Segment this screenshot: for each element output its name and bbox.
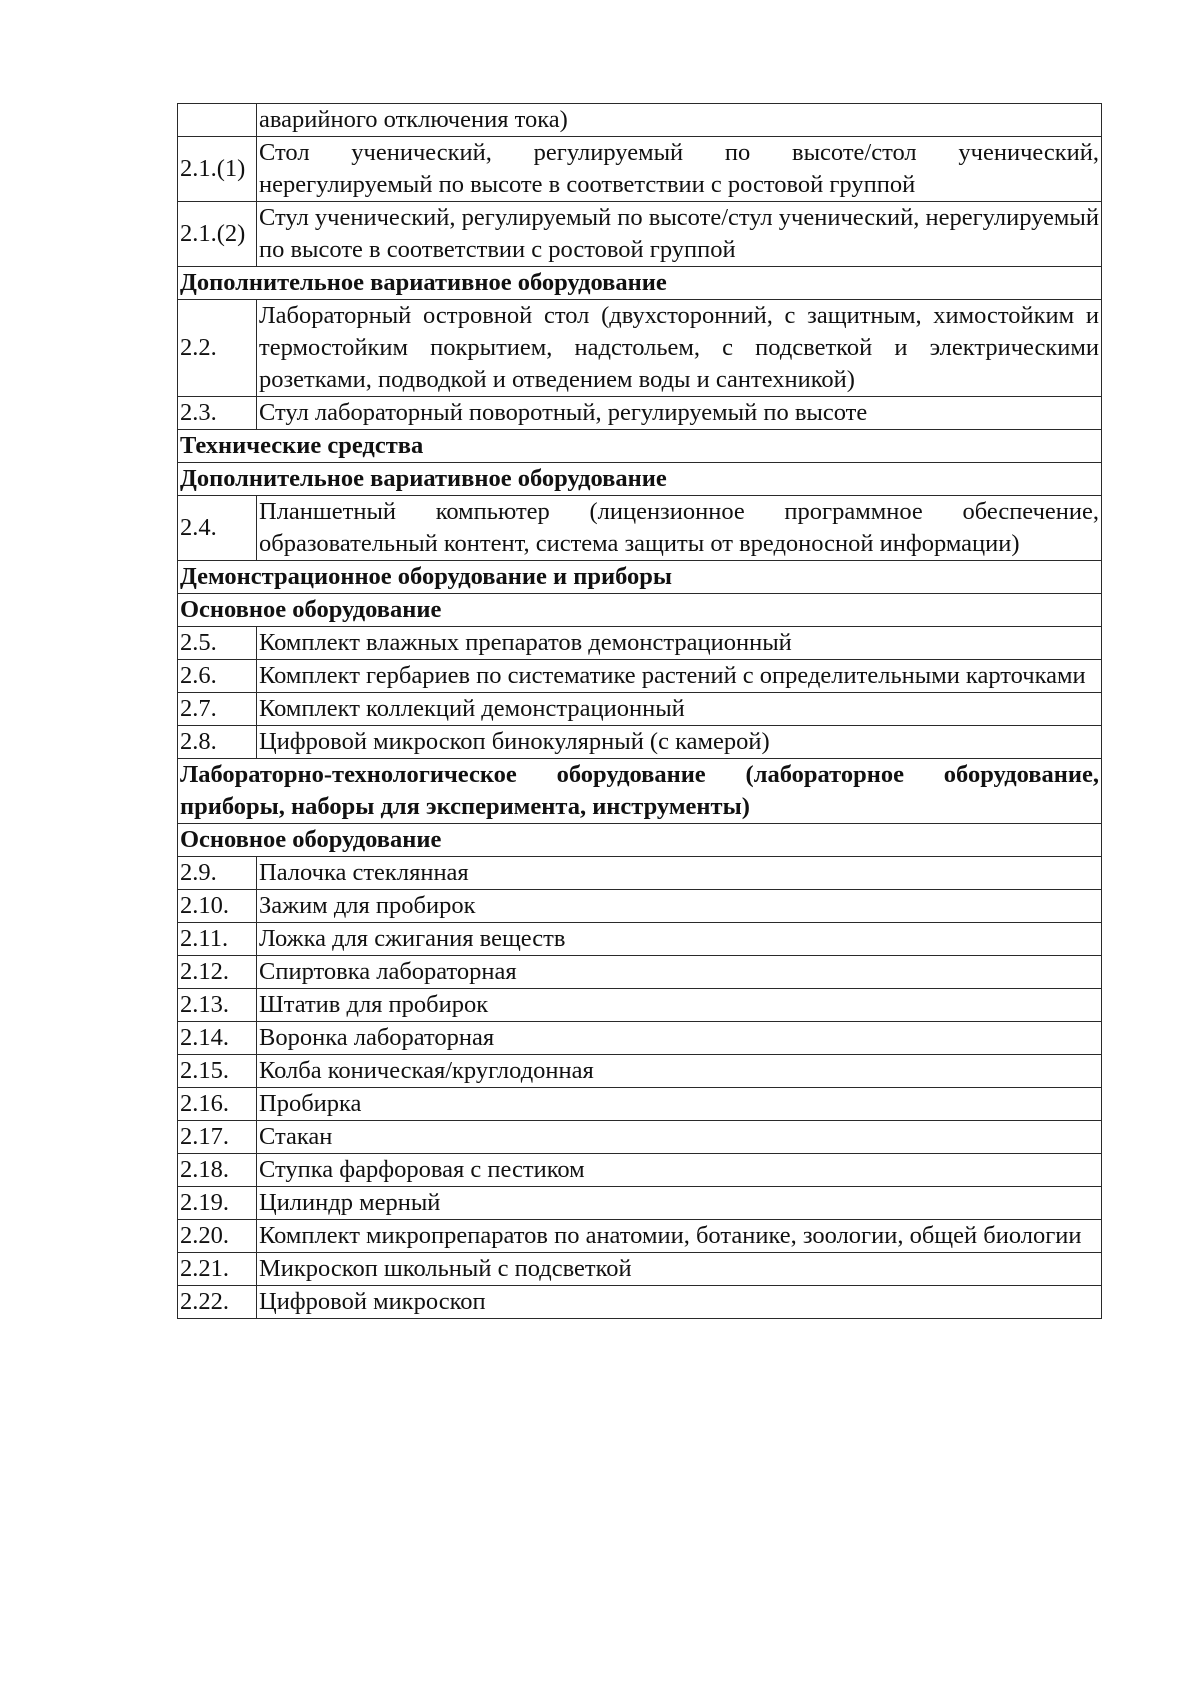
item-number: 2.19. <box>178 1187 257 1220</box>
item-number: 2.20. <box>178 1220 257 1253</box>
section-header-row <box>178 430 1102 463</box>
table-row <box>178 660 1102 693</box>
item-description: Стакан <box>257 1121 1102 1154</box>
section-header-row <box>178 561 1102 594</box>
table-row <box>178 300 1102 397</box>
item-number: 2.12. <box>178 956 257 989</box>
section-header-row <box>178 594 1102 627</box>
table-row <box>178 1022 1102 1055</box>
table-row <box>178 989 1102 1022</box>
item-description: Колба коническая/круглодонная <box>257 1055 1102 1088</box>
item-number: 2.21. <box>178 1253 257 1286</box>
table-row <box>178 1187 1102 1220</box>
table-row <box>178 1286 1102 1319</box>
item-number: 2.17. <box>178 1121 257 1154</box>
table-row <box>178 857 1102 890</box>
item-description: Комплект микропрепаратов по анатомии, ботанике, зоологии, общей биологии <box>257 1220 1102 1253</box>
table-row <box>178 1055 1102 1088</box>
table-row <box>178 693 1102 726</box>
section-header-row <box>178 759 1102 824</box>
table-row <box>178 202 1102 267</box>
table-row <box>178 890 1102 923</box>
item-description: Стул лабораторный поворотный, регулируемый по высоте <box>257 397 1102 430</box>
item-description: Пробирка <box>257 1088 1102 1121</box>
section-title: Основное оборудование <box>178 824 1102 857</box>
item-description: Лабораторный островной стол (двухсторонний, с защитным, химостойким и термостойким покрытием, надстольем, с подсветкой и электрическими розетками, подводкой и отведением воды и сантехникой) <box>257 300 1102 397</box>
item-description: Комплект коллекций демонстрационный <box>257 693 1102 726</box>
item-number: 2.2. <box>178 300 257 397</box>
table-row <box>178 956 1102 989</box>
section-title: Лабораторно-технологическое оборудование (лабораторное оборудование, приборы, наборы для эксперимента, инструменты) <box>178 759 1102 824</box>
table-row <box>178 104 1102 137</box>
section-header-row <box>178 267 1102 300</box>
item-number: 2.1.(2) <box>178 202 257 267</box>
equipment-table-body <box>178 104 1102 1319</box>
item-number: 2.10. <box>178 890 257 923</box>
item-number: 2.3. <box>178 397 257 430</box>
item-description: Комплект гербариев по систематике растений с определительными карточками <box>257 660 1102 693</box>
item-number: 2.9. <box>178 857 257 890</box>
section-header-row <box>178 824 1102 857</box>
item-description: Ложка для сжигания веществ <box>257 923 1102 956</box>
table-row <box>178 923 1102 956</box>
item-number: 2.8. <box>178 726 257 759</box>
section-title: Технические средства <box>178 430 1102 463</box>
item-number: 2.13. <box>178 989 257 1022</box>
item-number: 2.15. <box>178 1055 257 1088</box>
item-description: Цифровой микроскоп бинокулярный (с камерой) <box>257 726 1102 759</box>
item-description: Цилиндр мерный <box>257 1187 1102 1220</box>
section-title: Дополнительное вариативное оборудование <box>178 463 1102 496</box>
item-description: Ступка фарфоровая с пестиком <box>257 1154 1102 1187</box>
item-description: Штатив для пробирок <box>257 989 1102 1022</box>
table-row <box>178 1121 1102 1154</box>
item-description: Планшетный компьютер (лицензионное программное обеспечение, образовательный контент, система защиты от вредоносной информации) <box>257 496 1102 561</box>
table-row <box>178 1220 1102 1253</box>
item-description: Стол ученический, регулируемый по высоте/стол ученический, нерегулируемый по высоте в соответствии с ростовой группой <box>257 137 1102 202</box>
item-number: 2.14. <box>178 1022 257 1055</box>
item-number: 2.18. <box>178 1154 257 1187</box>
table-row <box>178 1253 1102 1286</box>
item-description: Зажим для пробирок <box>257 890 1102 923</box>
table-row <box>178 137 1102 202</box>
item-number: 2.7. <box>178 693 257 726</box>
item-description: Воронка лабораторная <box>257 1022 1102 1055</box>
item-description: Стул ученический, регулируемый по высоте/стул ученический, нерегулируемый по высоте в соответствии с ростовой группой <box>257 202 1102 267</box>
item-description: Палочка стеклянная <box>257 857 1102 890</box>
item-number: 2.5. <box>178 627 257 660</box>
item-number <box>178 104 257 137</box>
item-number: 2.22. <box>178 1286 257 1319</box>
table-row <box>178 1088 1102 1121</box>
item-number: 2.6. <box>178 660 257 693</box>
item-description: Цифровой микроскоп <box>257 1286 1102 1319</box>
equipment-table <box>177 103 1102 1319</box>
item-description: Микроскоп школьный с подсветкой <box>257 1253 1102 1286</box>
table-row <box>178 496 1102 561</box>
item-number: 2.16. <box>178 1088 257 1121</box>
table-row <box>178 397 1102 430</box>
section-title: Основное оборудование <box>178 594 1102 627</box>
section-title: Демонстрационное оборудование и приборы <box>178 561 1102 594</box>
table-row <box>178 726 1102 759</box>
item-number: 2.11. <box>178 923 257 956</box>
item-number: 2.4. <box>178 496 257 561</box>
section-title: Дополнительное вариативное оборудование <box>178 267 1102 300</box>
table-row <box>178 1154 1102 1187</box>
item-description: Спиртовка лабораторная <box>257 956 1102 989</box>
item-description: аварийного отключения тока) <box>257 104 1102 137</box>
item-number: 2.1.(1) <box>178 137 257 202</box>
item-description: Комплект влажных препаратов демонстрационный <box>257 627 1102 660</box>
table-row <box>178 627 1102 660</box>
section-header-row <box>178 463 1102 496</box>
